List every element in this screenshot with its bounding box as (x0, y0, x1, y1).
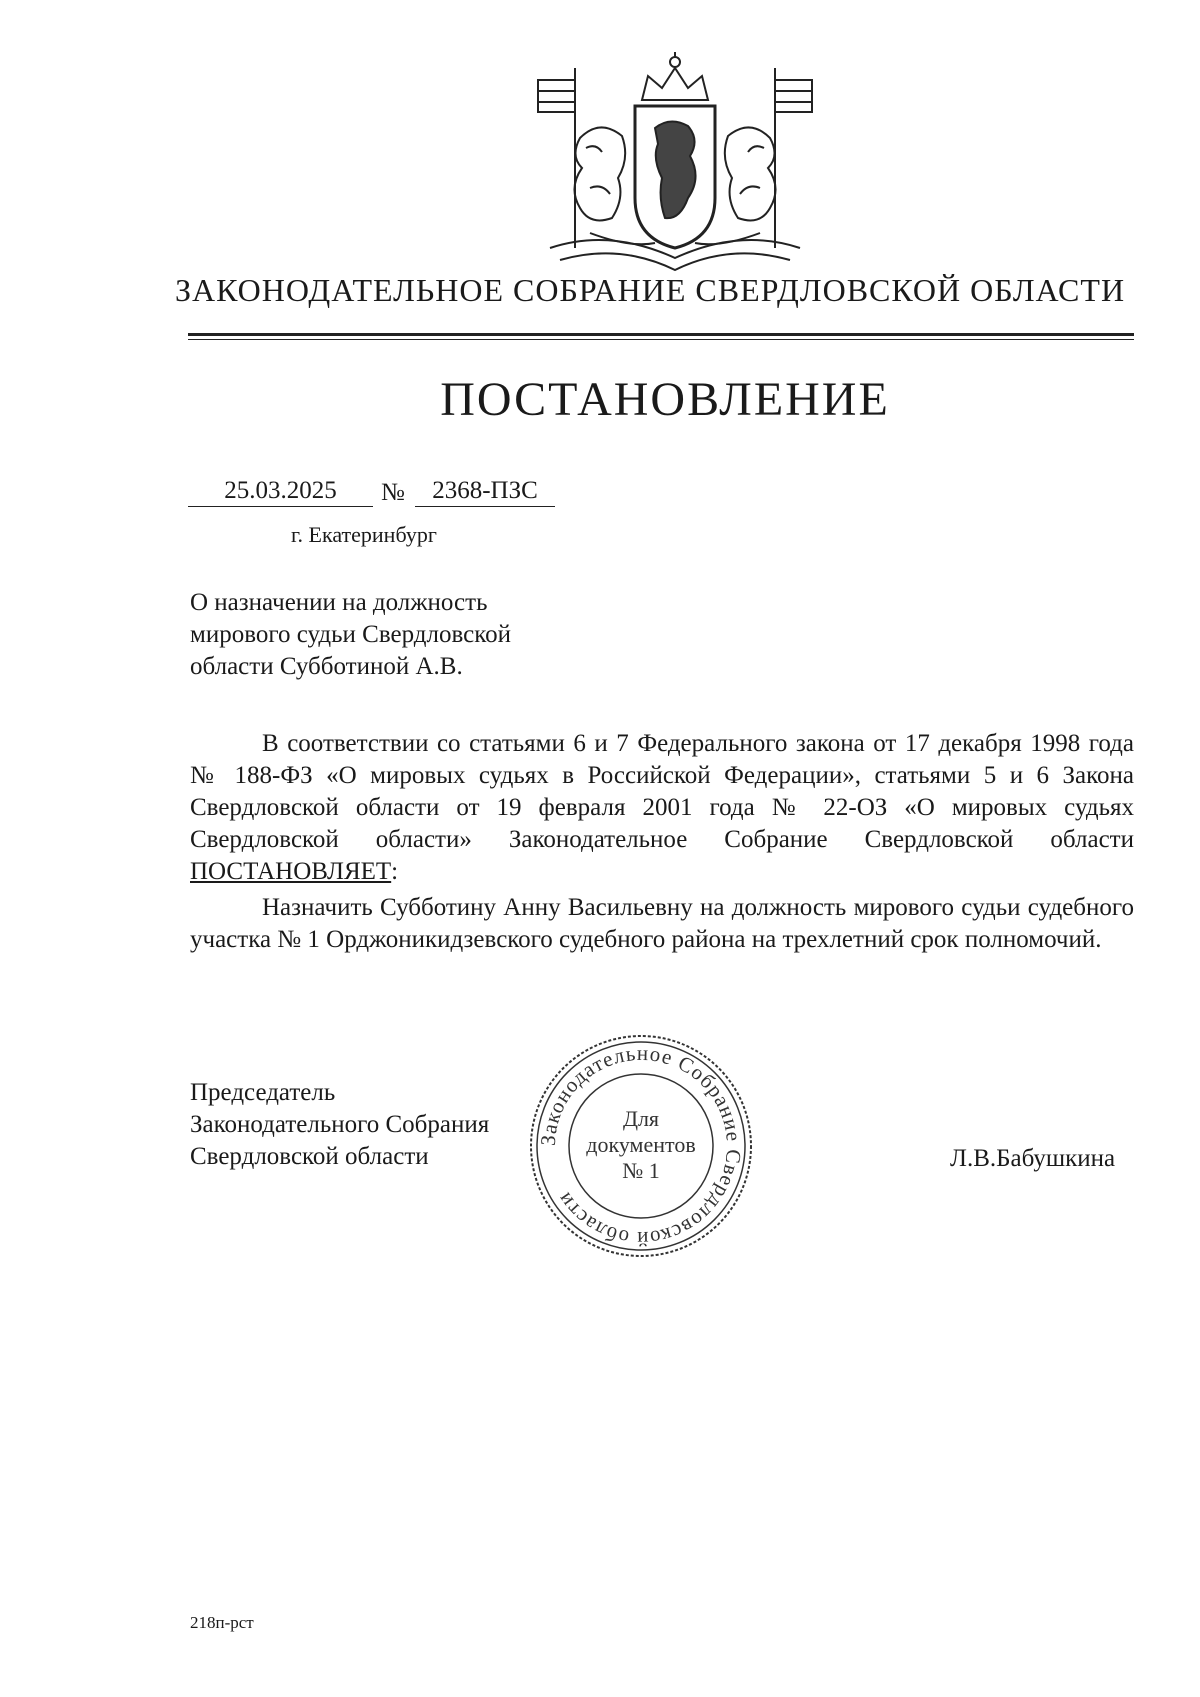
signatory-title (190, 1077, 550, 1173)
resolution-keyword: ПОСТАНОВЛЯЕТ (190, 858, 392, 885)
number-sign: № (381, 479, 405, 506)
stamp-center-line: № 1 (622, 1158, 660, 1183)
body-paragraph-1 (190, 728, 1134, 888)
signatory-title-line: Законодательного Собрания (190, 1111, 490, 1138)
document-city: г. Екатеринбург (291, 522, 437, 547)
document-subject (190, 587, 610, 683)
header-divider-thick (188, 333, 1134, 336)
subject-line: мирового судьи Свердловской (190, 621, 511, 648)
body-paragraph-2: Назначить Субботину Анну Васильевну на должность мирового судьи судебного участка № 1 Орджоникидзевского судебного района на трехлетний срок полномочий. (190, 894, 1134, 953)
official-stamp (525, 1030, 757, 1262)
header-divider-thin (188, 339, 1134, 340)
signatory-name: Л.В.Бабушкина (950, 1145, 1116, 1172)
organization-name: ЗАКОНОДАТЕЛЬНОЕ СОБРАНИЕ СВЕРДЛОВСКОЙ ОБЛАСТИ (174, 272, 1126, 308)
footer-code: 218п-рст (190, 1613, 254, 1632)
body-paragraph-1-end: : (391, 858, 399, 885)
subject-line: области Субботиной А.В. (190, 653, 463, 680)
stamp-center-line: документов (586, 1132, 696, 1157)
document-type-title: ПОСТАНОВЛЕНИЕ (440, 373, 890, 426)
document-number: 2368-ПЗС (415, 476, 555, 507)
body-paragraph-1-text: В соответствии со статьями 6 и 7 Федерального закона от 17 декабря 1998 года № 188-ФЗ «О мировых судьях в Российской Федерации», статьями 5 и 6 Закона Свердловской области от 19 февраля 2001 года № 22-ОЗ «О мировых судьях Свердловской области» Законодательное Собрание Свердловской области (190, 730, 1134, 853)
signatory-title-line: Председатель (190, 1079, 336, 1106)
subject-line: О назначении на должность (190, 589, 488, 616)
stamp-center-line: Для (622, 1106, 660, 1131)
document-body (190, 728, 1134, 956)
signatory-title-line: Свердловской области (190, 1143, 429, 1170)
document-date: 25.03.2025 (188, 476, 373, 507)
coat-of-arms-emblem (530, 48, 820, 278)
stamp-ring-text: Законодательное Собрание Свердловской области (535, 1040, 747, 1252)
